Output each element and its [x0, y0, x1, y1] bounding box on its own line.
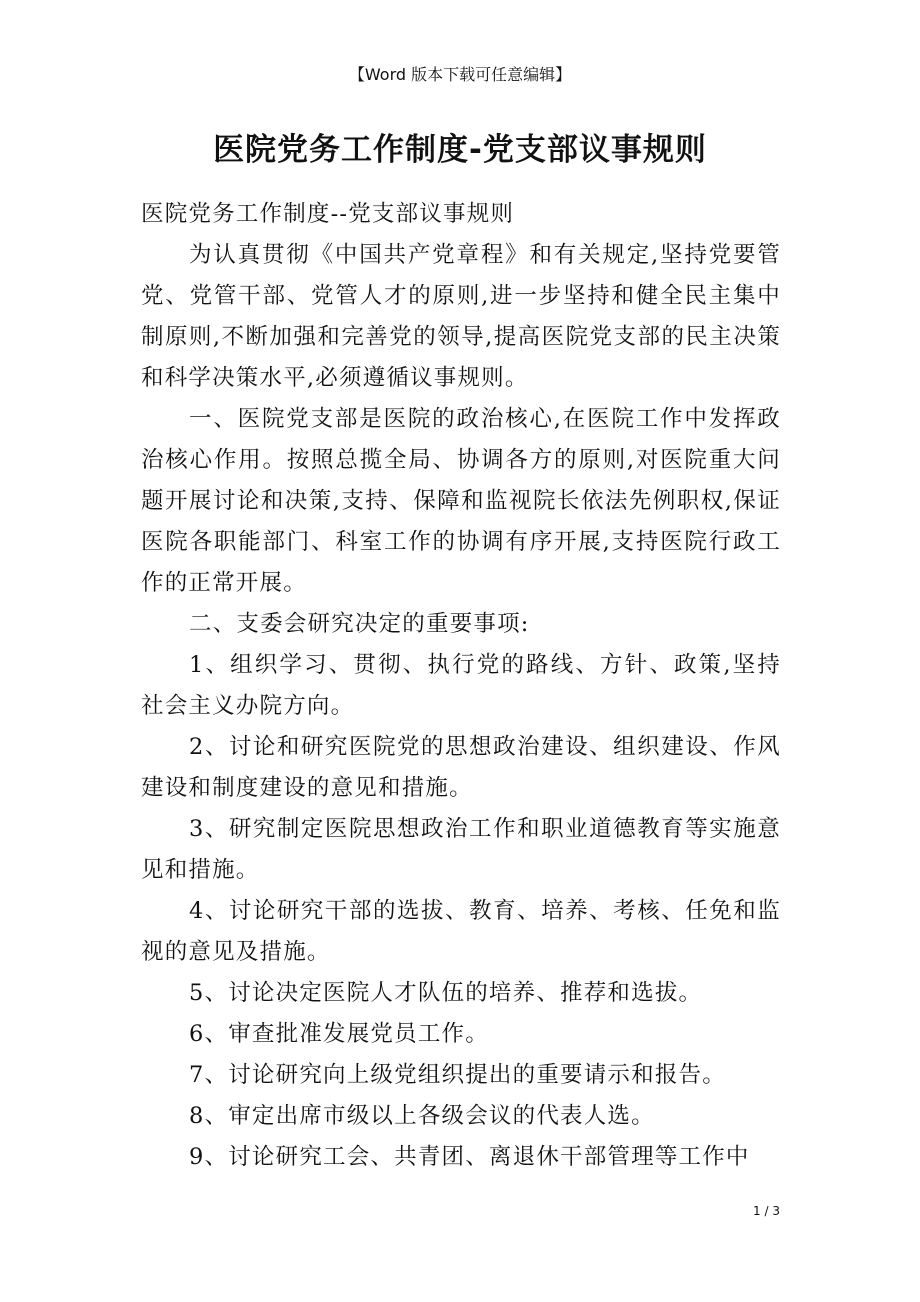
- list-item: 6、审查批准发展党员工作。: [189, 1021, 489, 1047]
- subtitle-line: 医院党务工作制度--党支部议事规则: [141, 201, 515, 227]
- page-number: 1 / 3: [753, 1204, 780, 1218]
- paragraph-section-1: 一、医院党支部是医院的政治核心,在医院工作中发挥政治核心作用。按照总揽全局、协调各方的原则,对医院重大问题开展讨论和决策,支持、保障和监视院长依法先例职权,保证医院各职能部门、科室工作的协调有序开展,支持医院行政工作的正常开展。: [141, 406, 781, 596]
- page-title: 医院党务工作制度-党支部议事规则: [213, 132, 707, 168]
- list-item: 8、审定出席市级以上各级会议的代表人选。: [189, 1103, 655, 1129]
- list-item: 2、讨论和研究医院党的思想政治建设、组织建设、作风建设和制度建设的意见和措施。: [141, 734, 781, 801]
- list-item: 9、讨论研究工会、共青团、离退休干部管理等工作中: [189, 1144, 750, 1170]
- list-item: 1、组织学习、贯彻、执行党的路线、方针、政策,坚持社会主义办院方向。: [141, 652, 781, 719]
- document-body: [141, 194, 781, 1178]
- paragraph-intro: 为认真贯彻《中国共产党章程》和有关规定,坚持党要管党、党管干部、党管人才的原则,进一步坚持和健全民主集中制原则,不断加强和完善党的领导,提高医院党支部的民主决策和科学决策水平,必须遵循议事规则。: [141, 242, 781, 391]
- paragraph-section-2: 二、支委会研究决定的重要事项:: [189, 611, 530, 637]
- list-item: 5、讨论决定医院人才队伍的培养、推荐和选拔。: [189, 980, 703, 1006]
- header-note: 【Word 版本下载可任意编辑】: [348, 65, 572, 84]
- list-item: 3、研究制定医院思想政治工作和职业道德教育等实施意见和措施。: [141, 816, 781, 883]
- list-item: 7、讨论研究向上级党组织提出的重要请示和报告。: [189, 1062, 726, 1088]
- list-item: 4、讨论研究干部的选拔、教育、培养、考核、任免和监视的意见及措施。: [141, 898, 781, 965]
